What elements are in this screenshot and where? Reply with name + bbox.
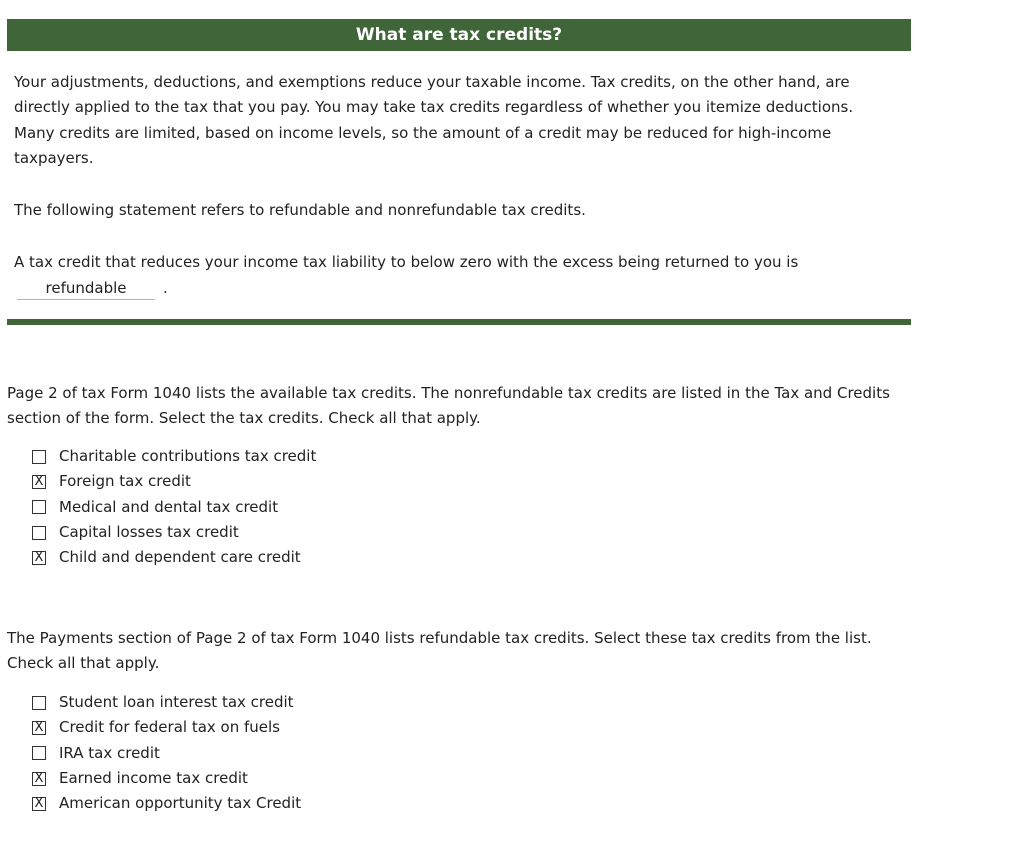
checkbox-item-medical-dental[interactable] xyxy=(32,495,316,520)
checkbox[interactable]: X xyxy=(32,772,46,786)
checkbox[interactable] xyxy=(32,526,46,540)
checkbox-item-student-loan-interest[interactable] xyxy=(32,690,301,715)
question-1-text: A tax credit that reduces your income tax liability to below zero with the excess being returned to you is xyxy=(14,253,799,271)
page-title: What are tax credits? xyxy=(7,19,911,51)
checkbox-label: Capital losses tax credit xyxy=(59,522,239,541)
checkbox-item-earned-income[interactable] xyxy=(32,766,301,791)
checkbox-label: American opportunity tax Credit xyxy=(59,794,302,813)
checkbox-item-foreign-tax[interactable] xyxy=(32,469,316,494)
checkbox-label: Foreign tax credit xyxy=(59,472,191,491)
statement-text: The following statement refers to refundable and nonrefundable tax credits. xyxy=(14,201,586,219)
checkbox[interactable] xyxy=(32,500,46,514)
checkbox[interactable]: X xyxy=(32,475,46,489)
checkbox[interactable] xyxy=(32,450,46,464)
checkbox-label: Credit for federal tax on fuels xyxy=(59,718,280,737)
question-2-text: Page 2 of tax Form 1040 lists the available tax credits. The nonrefundable tax credits are listed in the Tax and Credits section of the form. Select the tax credits. Check all that apply. xyxy=(7,384,890,428)
section-divider xyxy=(7,319,911,325)
question-1-period: . xyxy=(163,279,168,297)
nonrefundable-credit-list xyxy=(32,444,316,570)
checkbox-label: Medical and dental tax credit xyxy=(59,497,279,516)
checkbox-item-child-dependent-care[interactable] xyxy=(32,545,316,570)
checkbox-label: Earned income tax credit xyxy=(59,768,248,787)
intro-text: Your adjustments, deductions, and exemptions reduce your taxable income. Tax credits, on the other hand, are directly applied to the tax that you pay. You may take tax credits regardless of whether you itemize deductions. Many credits are limited, based on income levels, so the amount of a credit may be reduced for high-income taxpayers. xyxy=(14,73,854,167)
checkbox[interactable]: X xyxy=(32,721,46,735)
answer-dropdown[interactable]: refundable xyxy=(17,277,155,300)
refundable-credit-list xyxy=(32,690,301,816)
checkbox[interactable]: X xyxy=(32,551,46,565)
checkbox-label: IRA tax credit xyxy=(59,743,160,762)
checkbox-label: Child and dependent care credit xyxy=(59,548,301,567)
checkbox-item-ira[interactable] xyxy=(32,741,301,766)
checkbox-item-capital-losses[interactable] xyxy=(32,520,316,545)
checkbox-item-charitable-contributions[interactable] xyxy=(32,444,316,469)
checkbox[interactable] xyxy=(32,696,46,710)
checkbox[interactable]: X xyxy=(32,797,46,811)
checkbox-label: Student loan interest tax credit xyxy=(59,693,294,711)
checkbox-item-federal-fuel-tax[interactable] xyxy=(32,715,301,740)
checkbox-label: Charitable contributions tax credit xyxy=(59,447,317,465)
question-3-text: The Payments section of Page 2 of tax Form 1040 lists refundable tax credits. Select these tax credits from the list. Check all that apply. xyxy=(7,629,872,673)
checkbox-item-american-opportunity[interactable] xyxy=(32,791,301,816)
checkbox[interactable] xyxy=(32,746,46,760)
